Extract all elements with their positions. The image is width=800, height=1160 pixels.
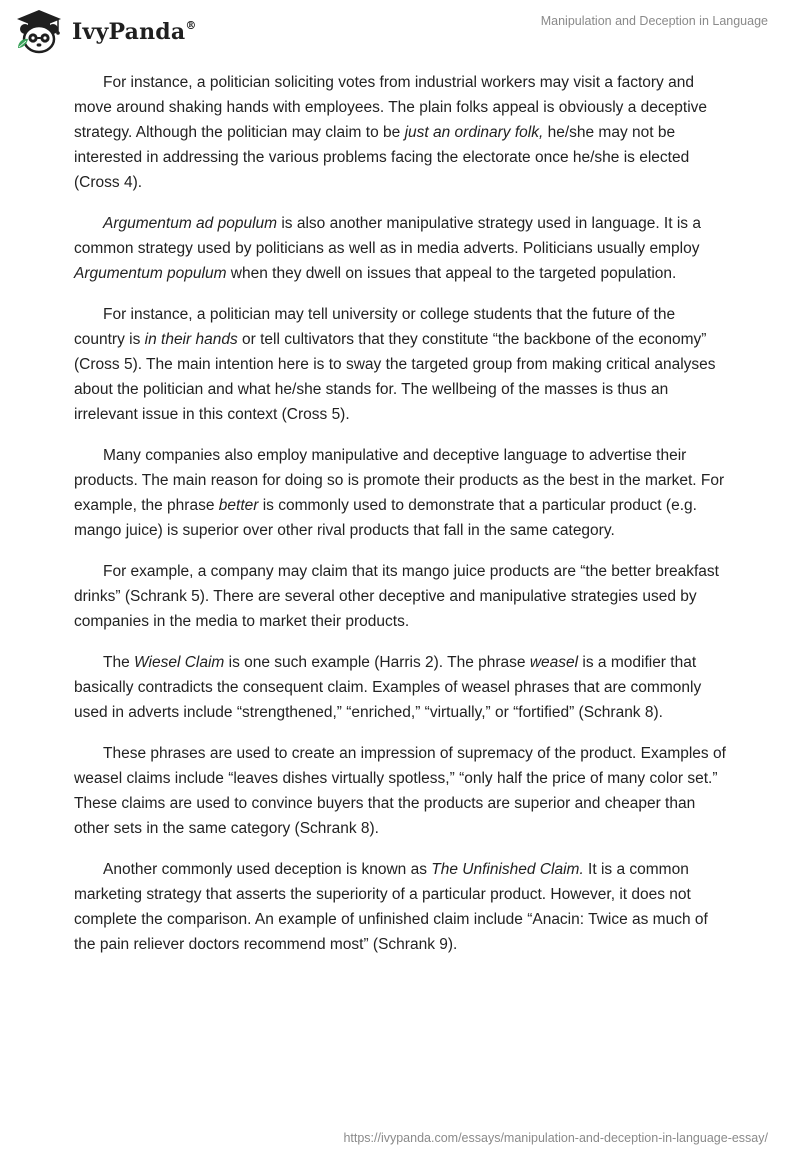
ivypanda-logo[interactable] xyxy=(14,8,197,56)
paragraph xyxy=(74,741,730,841)
text-run: For instance, a politician may tell university or college students that the future of the country is xyxy=(74,306,676,348)
brand-name xyxy=(72,19,197,45)
text-run: when they dwell on issues that appeal to the targeted population. xyxy=(226,265,677,282)
text-run: is one such example (Harris 2). The phrase xyxy=(224,654,530,671)
italic-phrase: just an ordinary folk, xyxy=(404,124,544,141)
paragraph xyxy=(74,559,730,634)
italic-phrase: The Unfinished Claim. xyxy=(431,861,584,878)
text-run: Many companies also employ manipulative and deceptive language to advertise their products. The main reason for doing so is promote their products as the best in the market. For example, the phrase xyxy=(74,447,725,514)
italic-phrase: better xyxy=(218,497,259,514)
text-run: is also another manipulative strategy used in language. It is a common strategy used by politicians as well as in media adverts. Politicians usually employ xyxy=(74,215,701,257)
text-run: is a modifier that basically contradicts the consequent claim. Examples of weasel phrases that are commonly used in adverts include “strengthened,” “enriched,” “virtually,” or “fortified” (Schrank 8). xyxy=(74,654,702,721)
page-header xyxy=(0,0,800,60)
italic-phrase: weasel xyxy=(529,654,579,671)
text-run: For example, a company may claim that its mango juice products are “the better breakfast drinks” (Schrank 5). There are several other deceptive and manipulative strategies used by companies in the media to market their products. xyxy=(74,563,719,630)
italic-phrase: Wiesel Claim xyxy=(134,654,225,671)
source-url[interactable]: https://ivypanda.com/essays/manipulation-and-deception-in-language-essay/ xyxy=(343,1131,768,1145)
paragraph xyxy=(74,302,730,427)
paragraph xyxy=(74,211,730,286)
text-run: he/she may not be interested in addressing the various problems facing the electorate once he/she is elected (Cross 4). xyxy=(74,124,690,191)
paragraph xyxy=(74,650,730,725)
italic-phrase: in their hands xyxy=(144,331,238,348)
text-run: These phrases are used to create an impression of supremacy of the product. Examples of weasel claims include “leaves dishes virtually spotless,” “only half the price of many color set.” These claims are used to convince buyers that the products are superior and cheaper than other sets in the same category (Schrank 8). xyxy=(74,745,726,837)
text-run: is commonly used to demonstrate that a particular product (e.g. mango juice) is superior over other rival products that fall in the same category. xyxy=(74,497,697,539)
panda-graduate-logo-icon xyxy=(14,8,64,56)
text-run: or tell cultivators that they constitute “the backbone of the economy” (Cross 5). The main intention here is to sway the targeted group from making critical analyses about the politician and what he/she stands for. The wellbeing of the masses is thus an irrelevant issue in this context (Cross 5). xyxy=(74,331,716,423)
paragraph xyxy=(74,443,730,543)
text-run: It is a common marketing strategy that asserts the superiority of a particular product. However, it does not complete the comparison. An example of unfinished claim include “Anacin: Twice as much of the pain reliever doctors recommend most” (Schrank 9). xyxy=(74,861,708,953)
text-run: The xyxy=(103,654,135,671)
brand-name-text: IvyPanda xyxy=(72,19,186,45)
italic-phrase: Argumentum ad populum xyxy=(103,215,278,232)
paragraph xyxy=(74,857,730,957)
italic-phrase: Argumentum populum xyxy=(74,265,227,282)
paragraph xyxy=(74,70,730,195)
document-title: Manipulation and Deception in Language xyxy=(540,14,768,28)
registered-mark: ® xyxy=(185,18,197,32)
text-run: Another commonly used deception is known as xyxy=(103,861,432,878)
essay-body xyxy=(74,70,730,973)
text-run: For instance, a politician soliciting votes from industrial workers may visit a factory and move around shaking hands with employees. The plain folks appeal is obviously a deceptive strategy. Although the politician may claim to be xyxy=(74,74,708,141)
